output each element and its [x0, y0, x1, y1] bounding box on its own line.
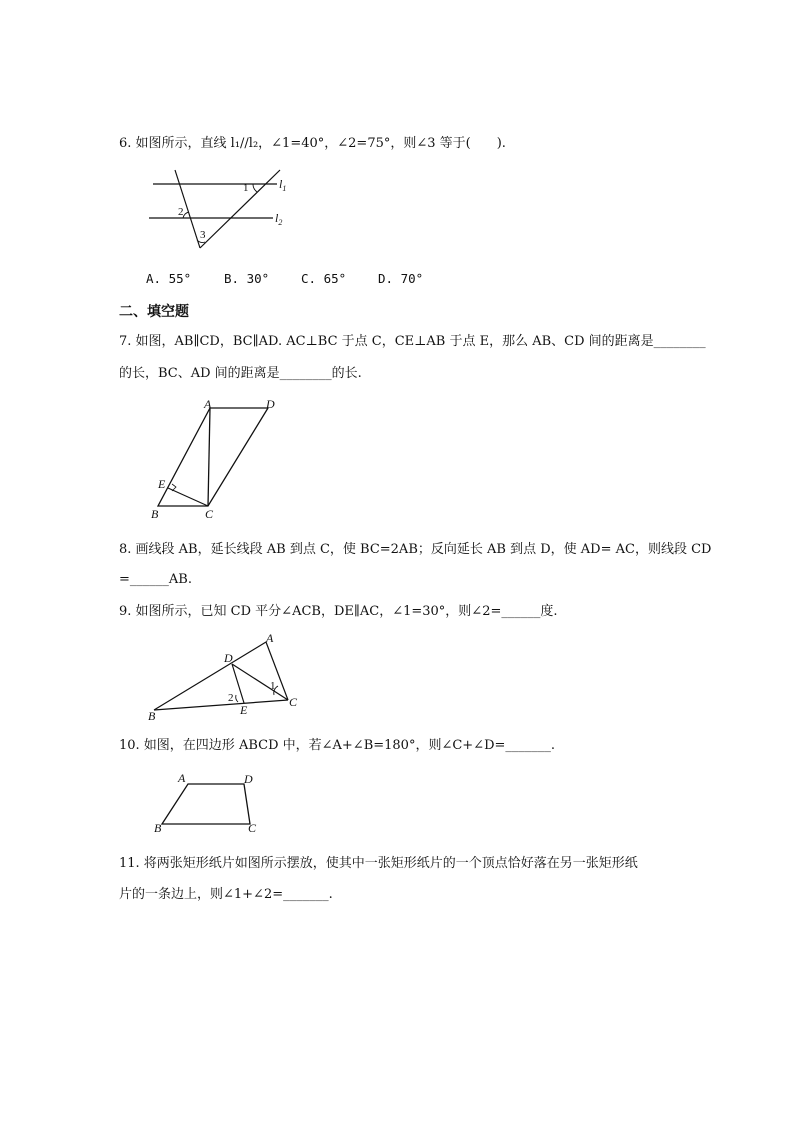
q6-option-c[interactable]: C. 65°: [301, 271, 347, 286]
angle-1-label: 1: [270, 680, 276, 692]
angle-2-label: 2: [178, 206, 184, 218]
label-e: E: [240, 703, 248, 717]
angle-3-label: 3: [200, 229, 206, 241]
q6-text: 6. 如图所示，直线 l₁//l₂，∠1=40°，∠2=75°，则∠3 等于( ).: [119, 136, 506, 151]
label-l1: $l_1$: [279, 177, 287, 193]
q10-text: 10. 如图，在四边形 ABCD 中，若∠A+∠B=180°，则∠C+∠D=_______.: [119, 738, 556, 753]
q8-text-line2: =______AB.: [119, 572, 192, 587]
label-a: A: [266, 631, 274, 645]
label-d: D: [224, 651, 233, 665]
label-d: D: [244, 772, 253, 786]
q11-text-line2: 片的一条边上，则∠1+∠2=_______.: [119, 887, 333, 902]
q6-option-b[interactable]: B. 30°: [224, 271, 270, 286]
q7-figure: [150, 398, 290, 523]
label-b: B: [151, 507, 159, 521]
segment-dc: [232, 664, 288, 700]
label-e: E: [158, 477, 166, 491]
segment-ac: [208, 408, 210, 506]
label-a: A: [178, 771, 186, 785]
label-b: B: [154, 821, 162, 835]
segment-ce: [168, 488, 208, 506]
segment-ba: [154, 642, 266, 710]
label-b: B: [148, 709, 156, 723]
label-d: D: [266, 397, 275, 411]
label-c: C: [248, 821, 257, 835]
q6-option-a[interactable]: A. 55°: [146, 271, 192, 286]
segment-bc: [154, 700, 288, 710]
angle-1-label: 1: [243, 182, 249, 194]
q7-text-line2: 的长，BC、AD 间的距离是________的长.: [119, 366, 362, 381]
label-c: C: [205, 507, 214, 521]
q6-figure: [145, 168, 305, 258]
q6-option-d[interactable]: D. 70°: [378, 271, 424, 286]
label-c: C: [289, 695, 298, 709]
q9-figure: [148, 631, 308, 724]
q8-text-line1: 8. 画线段 AB，延长线段 AB 到点 C，使 BC=2AB；反向延长 AB 到点 D，使 AD= AC，则线段 CD: [119, 542, 712, 557]
angle-2-label: 2: [228, 692, 234, 704]
q11-text-line1: 11. 将两张矩形纸片如图所示摆放，使其中一张矩形纸片的一个顶点恰好落在另一张矩形纸: [119, 856, 638, 871]
q10-figure: [154, 770, 274, 840]
q7-text-line1: 7. 如图，AB∥CD，BC∥AD. AC⊥BC 于点 C，CE⊥AB 于点 E，那么 AB、CD 间的距离是________: [119, 334, 706, 349]
label-a: A: [204, 397, 212, 411]
q9-text: 9. 如图所示，已知 CD 平分∠ACB，DE∥AC，∠1=30°，则∠2=______度.: [119, 604, 558, 619]
section-heading-fill-in: 二、填空题: [119, 304, 189, 320]
label-l2: $l_2$: [275, 211, 283, 227]
quadrilateral-abcd: [162, 784, 250, 824]
